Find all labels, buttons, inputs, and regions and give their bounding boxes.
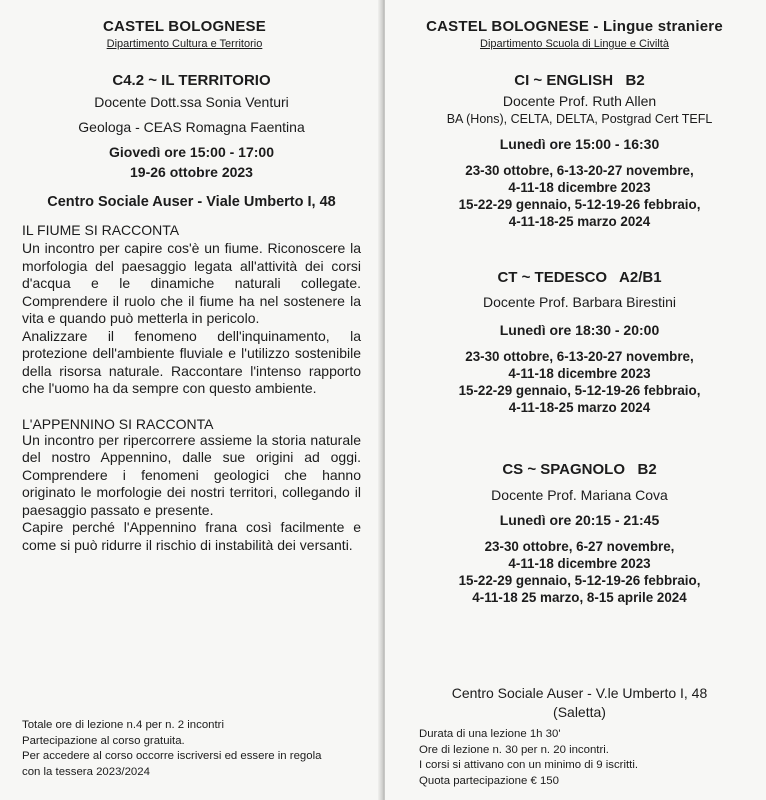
course-spagnolo-dates-3: 15-22-29 gennaio, 5-12-19-26 febbraio, bbox=[458, 573, 701, 588]
section-text-fiume-1: Un incontro per capire cos'è un fiume. Riconoscere la morfologia del paesaggio legata all'attività dei corsi d'acqua e le dinamiche naturali collegate. Comprendere il ruolo che il fiume ha nel sostenere la vita e quando può metterla in pericolo. bbox=[22, 240, 361, 326]
course-spagnolo-dates-4: 4-11-18 25 marzo, 8-15 aprile 2024 bbox=[472, 590, 687, 605]
right-page bbox=[385, 0, 766, 800]
course-tedesco-dates-3: 15-22-29 gennaio, 5-12-19-26 febbraio, bbox=[458, 383, 701, 398]
left-footer-line-2: Partecipazione al corso gratuita. bbox=[22, 734, 185, 747]
course-english-title: CI ~ ENGLISH B2 bbox=[514, 72, 645, 89]
left-page bbox=[0, 0, 381, 800]
left-header-department: Dipartimento Cultura e Territorio bbox=[106, 38, 263, 50]
course-tedesco-dates-4: 4-11-18-25 marzo 2024 bbox=[508, 400, 651, 415]
course-english-dates-2: 4-11-18 dicembre 2023 bbox=[508, 180, 651, 195]
left-footer-line-1: Totale ore di lezione n.4 per n. 2 incontri bbox=[22, 719, 224, 731]
right-venue-line-2: (Saletta) bbox=[553, 704, 606, 720]
course-english-teacher: Docente Prof. Ruth Allen bbox=[502, 93, 657, 109]
left-teacher: Docente Dott.ssa Sonia Venturi bbox=[94, 94, 289, 110]
course-spagnolo-teacher: Docente Prof. Mariana Cova bbox=[491, 487, 668, 503]
right-footer-line-1: Durata di una lezione 1h 30' bbox=[419, 728, 561, 740]
section-title-appennino: L'APPENNINO SI RACCONTA bbox=[22, 415, 214, 432]
course-spagnolo-dates-2: 4-11-18 dicembre 2023 bbox=[508, 556, 651, 571]
course-tedesco-title: CT ~ TEDESCO A2/B1 bbox=[497, 269, 662, 286]
section-title-fiume: IL FIUME SI RACCONTA bbox=[22, 222, 180, 238]
right-footer-line-4: Quota partecipazione € 150 bbox=[419, 774, 559, 787]
left-venue: Centro Sociale Auser - Viale Umberto I, 48 bbox=[47, 194, 336, 210]
course-tedesco-schedule: Lunedì ore 18:30 - 20:00 bbox=[499, 322, 660, 338]
left-header-title: CASTEL BOLOGNESE bbox=[103, 18, 266, 35]
right-header-department: Dipartimento Scuola di Lingue e Civiltà bbox=[480, 38, 669, 50]
section-text-appennino-2: Capire perché l'Appennino frana così facilmente e come si può ridurre il rischio di instabilità dei versanti. bbox=[22, 519, 361, 553]
left-dates: 19-26 ottobre 2023 bbox=[130, 164, 253, 180]
course-spagnolo-title: CS ~ SPAGNOLO B2 bbox=[502, 461, 657, 478]
course-spagnolo bbox=[407, 461, 752, 606]
course-spagnolo-dates-1: 23-30 ottobre, 6-27 novembre, bbox=[484, 539, 675, 554]
section-text-appennino-1: Un incontro per ripercorrere assieme la storia naturale del nostro Appennino, dalle sue origini ad oggi. Comprendere i fenomeni geologici che hanno originato le morfologie dei nostri territori, collegando il paesaggio passato e presente. bbox=[22, 431, 361, 518]
course-english-dates-1: 23-30 ottobre, 6-13-20-27 novembre, bbox=[465, 163, 694, 178]
right-footer-line-2: Ore di lezione n. 30 per n. 20 incontri. bbox=[419, 743, 609, 756]
course-english bbox=[407, 72, 752, 230]
right-venue bbox=[407, 684, 752, 722]
right-footer bbox=[419, 727, 739, 789]
course-tedesco-dates-2: 4-11-18 dicembre 2023 bbox=[508, 366, 651, 381]
left-schedule: Giovedì ore 15:00 - 17:00 bbox=[109, 144, 274, 160]
course-english-dates-3: 15-22-29 gennaio, 5-12-19-26 febbraio, bbox=[458, 197, 701, 212]
course-spagnolo-schedule: Lunedì ore 20:15 - 21:45 bbox=[499, 512, 660, 528]
course-english-dates-4: 4-11-18-25 marzo 2024 bbox=[508, 214, 651, 229]
left-course-title: C4.2 ~ IL TERRITORIO bbox=[112, 72, 271, 89]
left-teacher-role: Geologa - CEAS Romagna Faentina bbox=[78, 119, 305, 135]
left-footer-line-3: Per accedere al corso occorre iscriversi ed essere in regola con la tessera 2023/2024 bbox=[22, 750, 322, 778]
course-english-credentials: BA (Hons), CELTA, DELTA, Postgrad Cert TEFL bbox=[446, 112, 713, 126]
right-venue-line-1: Centro Sociale Auser - V.le Umberto I, 48 bbox=[451, 685, 708, 701]
course-tedesco-teacher: Docente Prof. Barbara Birestini bbox=[483, 294, 676, 310]
left-footer bbox=[22, 718, 342, 780]
section-text-fiume-2: Analizzare il fenomeno dell'inquinamento, la protezione dell'ambiente fluviale e l'utilizzo sostenibile della risorsa naturale. Raccontare l'intenso rapporto che l'uomo ha da sempre con questo ambiente. bbox=[22, 327, 361, 396]
right-header-title: CASTEL BOLOGNESE - Lingue straniere bbox=[426, 18, 723, 35]
course-tedesco bbox=[407, 269, 752, 416]
right-footer-line-3: I corsi si attivano con un minimo di 9 iscritti. bbox=[419, 759, 639, 771]
course-english-schedule: Lunedì ore 15:00 - 16:30 bbox=[499, 136, 660, 152]
course-tedesco-dates-1: 23-30 ottobre, 6-13-20-27 novembre, bbox=[465, 349, 694, 364]
